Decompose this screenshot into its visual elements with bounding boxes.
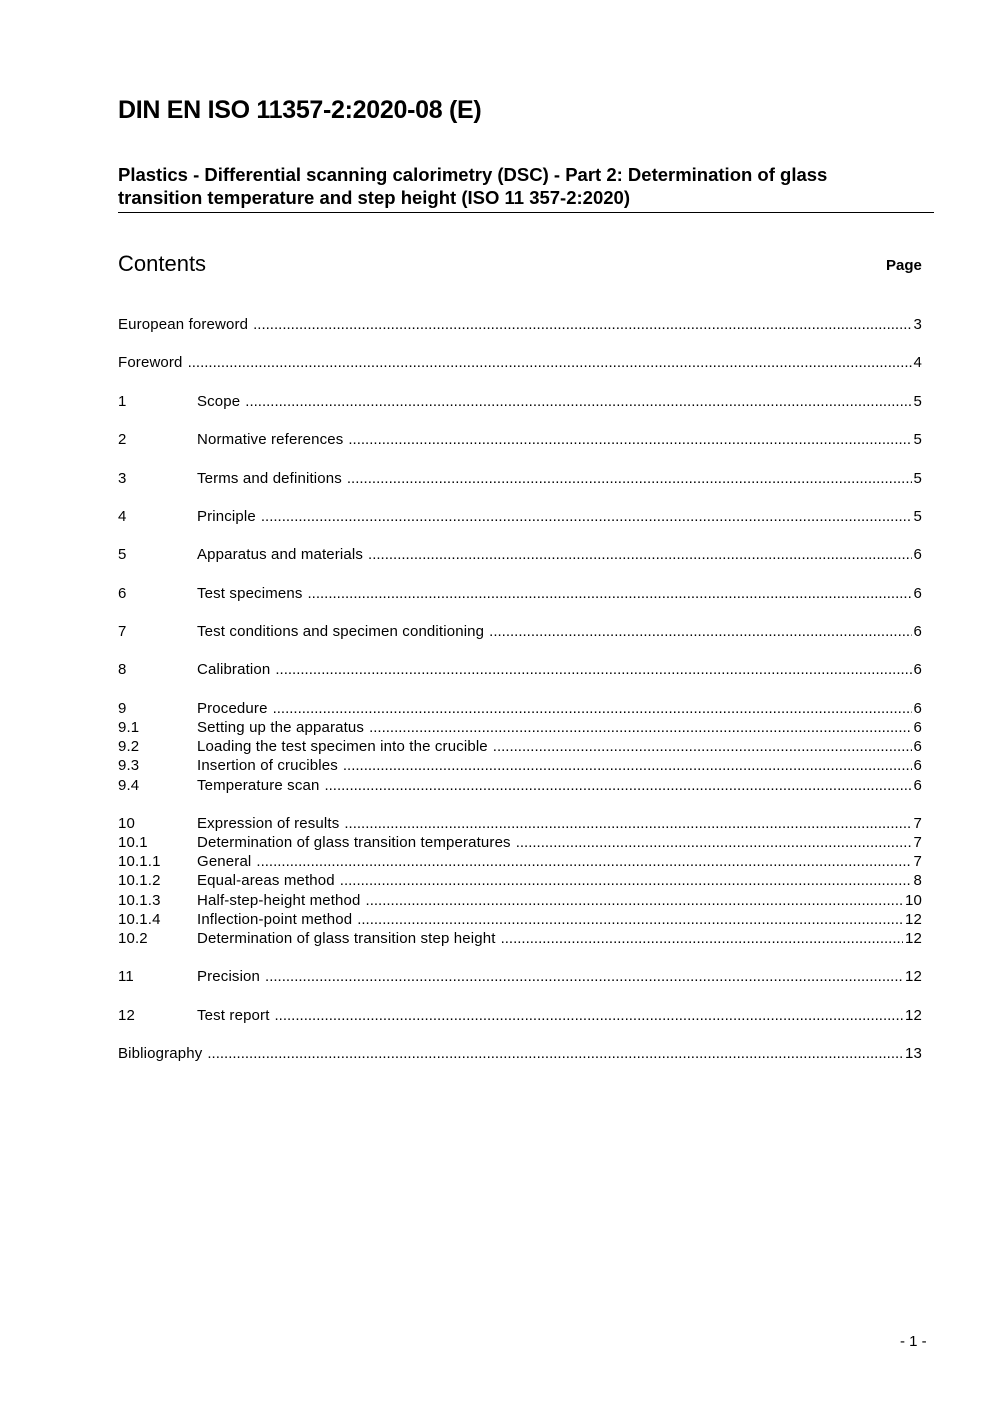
toc-entry-number: 9.3 [118,757,140,775]
toc-entry-title: Test conditions and specimen conditioning [197,623,485,640]
toc-entry-determination-glass-transition-temperatures[interactable] [118,833,922,852]
toc-entry-title: Determination of glass transition temperatures [197,834,511,852]
toc-leader-dots [340,871,912,890]
toc-entry-title: General [197,853,252,871]
toc-entry-page: 12 [905,1006,922,1024]
subtitle-line-2: transition temperature and step height (ISO 11 357-2:2020) [118,187,630,208]
toc-entry-normative-references[interactable] [118,430,922,449]
toc-leader-dots [357,910,903,929]
toc-leader-dots [347,469,912,488]
toc-leader-dots [366,891,903,910]
toc-entry-title: Expression of results [197,814,340,832]
toc-entry-page: 12 [905,968,922,986]
toc-entry-page: 5 [913,507,922,525]
toc-entry-expression-of-results[interactable] [118,814,922,833]
page-column-heading: Page [886,257,922,274]
toc-entry-page: 12 [905,930,922,947]
toc-leader-dots [369,718,911,737]
toc-entry-number: 11 [118,968,134,986]
toc-entry-precision[interactable] [118,967,922,986]
toc-entry-foreword[interactable] [118,353,922,372]
toc-entry-page: 13 [905,1045,922,1063]
toc-leader-dots [207,1044,903,1063]
toc-entry-page: 12 [905,910,922,928]
toc-leader-dots [516,833,912,852]
toc-leader-dots [273,699,912,718]
toc-entry-title: Setting up the apparatus [197,718,365,736]
toc-entry-page: 3 [913,316,922,333]
subtitle-line-1: Plastics - Differential scanning calorimetry (DSC) - Part 2: Determination of glass [118,164,828,185]
toc-leader-dots [324,776,911,795]
toc-entry-page: 8 [913,872,922,890]
toc-leader-dots [261,507,912,526]
toc-leader-dots [245,392,911,411]
toc-entry-page: 6 [913,584,922,602]
document-subtitle [118,163,934,213]
toc-entry-title: Insertion of crucibles [197,757,338,775]
toc-entry-page: 6 [913,661,922,679]
toc-entry-title: Test report [197,1006,270,1024]
document-title: DIN EN ISO 11357-2:2020-08 (E) [118,96,482,124]
toc-entry-bibliography[interactable] [118,1044,922,1063]
toc-entry-number: 10 [118,814,135,832]
toc-entry-number: 4 [118,507,127,525]
toc-entry-setting-up-apparatus[interactable] [118,718,922,737]
toc-leader-dots [253,315,911,334]
toc-entry-title: Half-step-height method [197,891,361,909]
toc-entry-title: Loading the test specimen into the crucible [197,738,488,756]
toc-entry-title: Inflection-point method [197,910,353,928]
toc-entry-number: 1 [118,392,127,410]
toc-entry-scope[interactable] [118,392,922,411]
toc-entry-number: 10.1.4 [118,910,161,928]
contents-heading: Contents [118,251,207,276]
toc-entry-title: Foreword [118,354,183,372]
toc-entry-test-specimens[interactable] [118,584,922,603]
toc-entry-title: Scope [197,392,241,410]
toc-entry-number: 9.4 [118,776,140,794]
toc-entry-glass-transition-step-height[interactable] [118,929,922,948]
toc-entry-title: Determination of glass transition step height [197,930,496,947]
toc-entry-page: 5 [913,469,922,487]
toc-entry-equal-areas-method[interactable] [118,871,922,890]
toc-entry-title: Temperature scan [197,776,320,794]
toc-entry-european-foreword[interactable] [118,315,922,334]
toc-leader-dots [489,622,911,641]
toc-entry-title: European foreword [118,316,249,333]
toc-entry-page: 6 [913,738,922,756]
toc-leader-dots [188,353,912,372]
toc-entry-page: 7 [913,853,922,871]
toc-entry-page: 6 [913,699,922,717]
toc-entry-number: 2 [118,431,127,449]
toc-entry-terms-and-definitions[interactable] [118,469,922,488]
toc-leader-dots [344,814,911,833]
toc-leader-dots [493,737,912,756]
toc-entry-loading-test-specimen[interactable] [118,737,922,756]
toc-leader-dots [275,1006,903,1025]
toc-entry-number: 10.2 [118,930,148,947]
page-number: - 1 - [900,1333,927,1350]
toc-entry-page: 10 [905,891,922,909]
toc-entry-calibration[interactable] [118,660,922,679]
toc-entry-title: Terms and definitions [197,469,342,487]
toc-entry-page: 7 [913,834,922,852]
toc-entry-number: 9 [118,699,127,717]
table-of-contents [118,315,922,1063]
toc-entry-page: 6 [913,546,922,564]
toc-entry-procedure[interactable] [118,699,922,718]
toc-entry-number: 10.1 [118,834,148,852]
toc-entry-number: 8 [118,661,127,679]
toc-entry-number: 3 [118,469,127,487]
toc-entry-page: 6 [913,776,922,794]
toc-entry-general[interactable] [118,852,922,871]
toc-leader-dots [343,756,912,775]
toc-entry-number: 9.1 [118,718,140,736]
toc-entry-half-step-height-method[interactable] [118,891,922,910]
toc-entry-number: 7 [118,623,127,640]
toc-entry-test-conditions[interactable] [118,622,922,641]
toc-entry-page: 4 [913,354,922,372]
toc-entry-title: Normative references [197,431,344,449]
toc-entry-title: Procedure [197,699,268,717]
toc-leader-dots [265,967,903,986]
toc-entry-number: 12 [118,1006,135,1024]
toc-entry-title: Calibration [197,661,271,679]
toc-entry-title: Bibliography [118,1045,203,1063]
toc-entry-inflection-point-method[interactable] [118,910,922,929]
toc-entry-apparatus-and-materials[interactable] [118,545,922,564]
toc-entry-insertion-of-crucibles[interactable] [118,756,922,775]
toc-leader-dots [307,584,911,603]
toc-entry-title: Test specimens [197,584,303,602]
toc-leader-dots [348,430,911,449]
toc-entry-number: 10.1.2 [118,872,161,890]
toc-entry-principle[interactable] [118,507,922,526]
toc-entry-page: 6 [913,623,922,640]
toc-entry-number: 5 [118,546,127,564]
toc-entry-page: 6 [913,718,922,736]
toc-entry-number: 9.2 [118,738,140,756]
toc-entry-title: Equal-areas method [197,872,335,890]
toc-leader-dots [368,545,911,564]
toc-entry-page: 6 [913,757,922,775]
toc-leader-dots [256,852,911,871]
toc-entry-page: 7 [913,814,922,832]
toc-entry-page: 5 [913,431,922,449]
toc-entry-number: 10.1.1 [118,853,161,871]
toc-entry-title: Principle [197,507,256,525]
toc-entry-test-report[interactable] [118,1006,922,1025]
toc-entry-page: 5 [913,392,922,410]
toc-entry-title: Apparatus and materials [197,546,364,564]
toc-entry-number: 6 [118,584,127,602]
toc-entry-temperature-scan[interactable] [118,776,922,795]
toc-leader-dots [275,660,911,679]
toc-entry-number: 10.1.3 [118,891,161,909]
toc-leader-dots [501,929,903,948]
toc-entry-title: Precision [197,968,261,986]
